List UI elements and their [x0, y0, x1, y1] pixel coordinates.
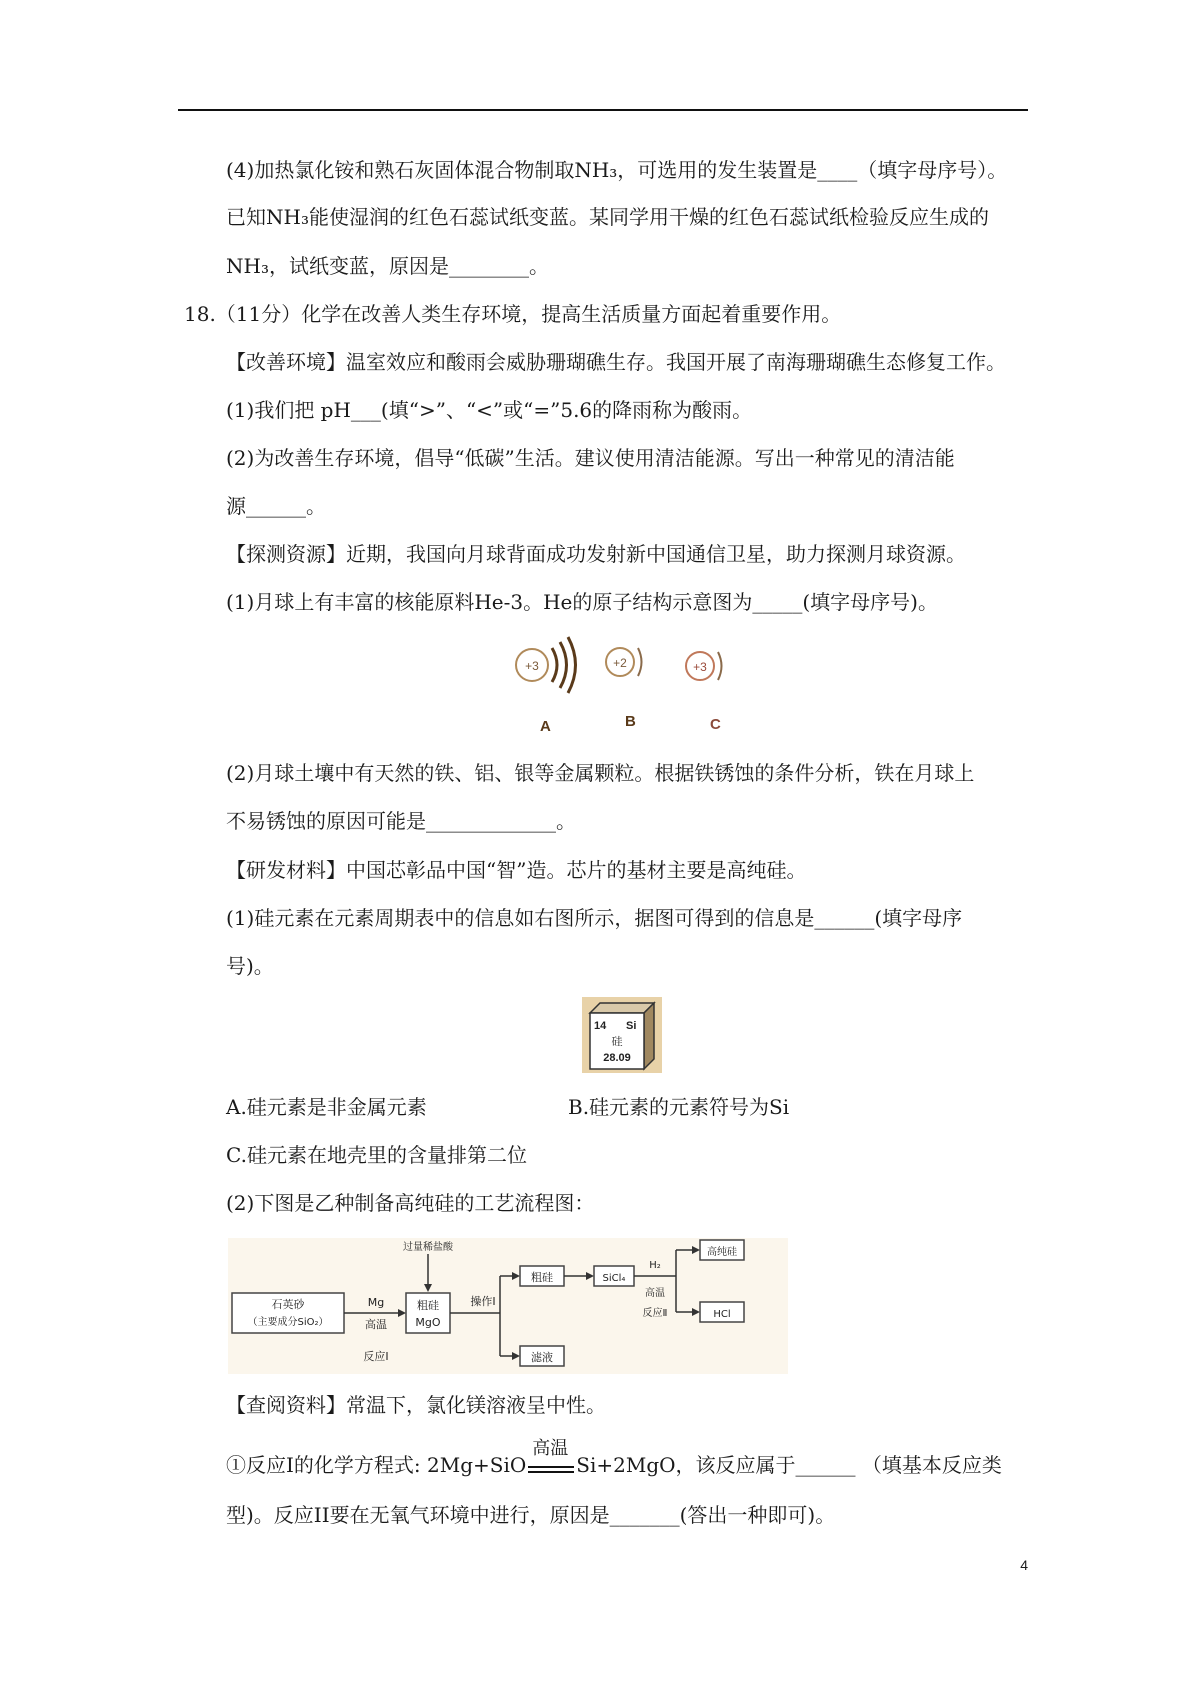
- svg-text:（主要成分SiO₂）: （主要成分SiO₂）: [247, 1317, 329, 1328]
- material-q1b: 号)。: [226, 954, 274, 978]
- reaction-line1: [226, 1438, 1002, 1478]
- reaction-formula-left: ①反应Ⅰ的化学方程式: 2Mg+SiO: [226, 1453, 527, 1477]
- q4-line2: 已知NH₃能使湿润的红色石蕊试纸变蓝。某同学用干燥的红色石蕊试纸检验反应生成的: [226, 205, 989, 229]
- svg-text:高温: 高温: [645, 1288, 665, 1299]
- resource-intro: 【探测资源】近期，我国向月球背面成功发射新中国通信卫星，助力探测月球资源。: [226, 542, 966, 566]
- svg-text:粗硅: 粗硅: [417, 1299, 439, 1312]
- element-cell: [582, 997, 662, 1073]
- svg-text:过量稀盐酸: 过量稀盐酸: [403, 1242, 453, 1253]
- env-q2b: 源______。: [226, 494, 326, 518]
- resource-q2a: (2)月球土壤中有天然的铁、铝、银等金属颗粒。根据铁锈蚀的条件分析，铁在月球上: [226, 761, 975, 785]
- resource-q1: (1)月球上有丰富的核能原料He-3。He的原子结构示意图为_____(填字母序号)。: [226, 590, 938, 614]
- svg-text:粗硅: 粗硅: [531, 1271, 553, 1284]
- svg-text:+2: +2: [613, 656, 627, 670]
- svg-text:滤液: 滤液: [531, 1351, 553, 1364]
- q4-line3: NH₃，试纸变蓝，原因是________。: [226, 254, 549, 278]
- svg-text:+3: +3: [525, 659, 539, 673]
- svg-text:高温: 高温: [365, 1318, 387, 1331]
- option-b: B.硅元素的元素符号为Si: [568, 1095, 790, 1119]
- header-rule: [178, 109, 1028, 111]
- svg-text:+3: +3: [693, 660, 707, 674]
- option-c: C.硅元素在地壳里的含量排第二位: [226, 1143, 527, 1167]
- option-a: A.硅元素是非金属元素: [226, 1095, 427, 1119]
- svg-text:高纯硅: 高纯硅: [707, 1247, 737, 1258]
- env-q2a: (2)为改善生存环境，倡导“低碳”生活。建议使用清洁能源。写出一种常见的清洁能: [226, 446, 955, 470]
- svg-text:Mg: Mg: [367, 1296, 385, 1309]
- svg-text:B: B: [625, 713, 636, 730]
- atom-diagrams: [510, 632, 740, 736]
- lookup-info: 【查阅资料】常温下，氯化镁溶液呈中性。: [226, 1393, 606, 1417]
- reaction-line2: 型)。反应II要在无氧气环境中进行，原因是_______(答出一种即可)。: [226, 1503, 836, 1527]
- atom-b: [606, 648, 642, 730]
- q4-line1: (4)加热氯化铵和熟石灰固体混合物制取NH₃，可选用的发生装置是____（填字母序号）。: [226, 158, 1008, 182]
- svg-text:28.09: 28.09: [603, 1052, 631, 1064]
- material-q1a: (1)硅元素在元素周期表中的信息如右图所示，据图可得到的信息是______(填字母序: [226, 906, 963, 930]
- svg-text:C: C: [710, 716, 721, 733]
- svg-text:硅: 硅: [611, 1035, 623, 1048]
- material-intro: 【研发材料】中国芯彰品中国“智”造。芯片的基材主要是高纯硅。: [226, 858, 807, 882]
- svg-text:石英砂: 石英砂: [271, 1298, 305, 1311]
- svg-text:操作Ⅰ: 操作Ⅰ: [470, 1295, 496, 1308]
- env-q1: (1)我们把 pH___(填“>”、“<”或“=”5.6的降雨称为酸雨。: [226, 398, 753, 422]
- svg-text:14: 14: [594, 1020, 607, 1032]
- svg-text:H₂: H₂: [649, 1260, 661, 1271]
- svg-text:反应Ⅱ: 反应Ⅱ: [642, 1308, 668, 1319]
- atom-c: [686, 652, 722, 733]
- page-number: 4: [1020, 1557, 1028, 1573]
- atom-a: [516, 637, 576, 735]
- svg-text:HCl: HCl: [713, 1309, 731, 1320]
- resource-q2b: 不易锈蚀的原因可能是_____________。: [226, 809, 576, 833]
- material-q2: (2)下图是乙种制备高纯硅的工艺流程图：: [226, 1191, 595, 1215]
- svg-text:A: A: [540, 718, 551, 735]
- svg-text:反应Ⅰ: 反应Ⅰ: [363, 1350, 389, 1363]
- svg-text:SiCl₄: SiCl₄: [602, 1273, 626, 1284]
- q18-heading: 18.（11分）化学在改善人类生存环境，提高生活质量方面起着重要作用。: [184, 302, 842, 326]
- svg-text:MgO: MgO: [415, 1316, 441, 1329]
- process-flowchart: [228, 1238, 788, 1374]
- high-temp-condition: 高温: [526, 1452, 576, 1478]
- env-intro: 【改善环境】温室效应和酸雨会威胁珊瑚礁生存。我国开展了南海珊瑚礁生态修复工作。: [226, 350, 1006, 374]
- svg-text:Si: Si: [626, 1020, 637, 1032]
- reaction-formula-right: Si+2MgO，该反应属于______ （填基本反应类: [576, 1453, 1002, 1477]
